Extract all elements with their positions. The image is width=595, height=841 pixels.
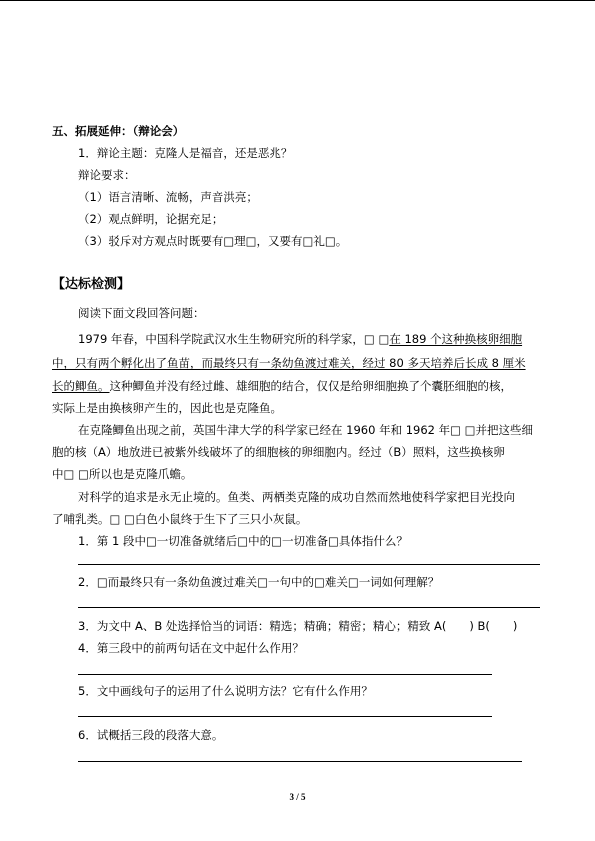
section-heading-extension: 五、拓展延伸：（辩论会） [52,124,185,138]
underlined-sentence-part: 在 189 个这种换核卵细胞 [389,332,523,346]
passage-p2-line1: 在克隆鲫鱼出现之前，英国牛津大学的科学家已经在 1960 年和 1962 年□ □并把这些细 [78,423,534,437]
debate-requirements-title: 辩论要求： [78,168,136,182]
section-heading-check: 【达标检测】 [52,277,131,292]
page-number: 3 / 5 [289,792,306,802]
top-border-line [0,0,595,1]
passage-p1-line2: 中，只有两个孵化出了鱼苗，而最终只有一条幼鱼渡过难关，经过 80 多天培养后长成 8 厘米 [52,356,526,370]
reading-instruction: 阅读下面文段回答问题： [78,306,205,320]
requirement-1: （1）语言清晰、流畅，声音洪亮； [78,190,258,204]
requirement-2: （2）观点鲜明，论据充足； [78,212,224,226]
passage-p3-line1: 对科学的追求是永无止境的。鱼类、两栖类克隆的成功自然而然地使科学家把目光投向 [78,490,515,504]
answer-line-2[interactable] [78,607,540,608]
underlined-sentence-end: 长的鲫鱼。 [52,379,110,393]
passage-p1-line3: 长的鲫鱼。这种鲫鱼并没有经过雌、雄细胞的结合，仅仅是给卵细胞换了个囊胚细胞的核， [52,379,512,393]
question-6: 6．试概括三段的段落大意。 [78,728,224,742]
question-3: 3．为文中 A、B 处选择恰当的词语：精选；精确；精密；精心；精致 A( ) B( ) [78,619,518,633]
passage-p3-line2: 了哺乳类。□ □白色小鼠终于生下了三只小灰鼠。 [52,512,308,526]
question-4: 4．第三段中的前两句话在文中起什么作用？ [78,641,304,655]
answer-line-4[interactable] [78,674,492,675]
debate-topic: 1．辩论主题：克隆人是福音，还是恶兆？ [78,146,293,160]
answer-line-5[interactable] [78,716,492,717]
passage-p1-line1: 1979 年春，中国科学院武汉水生生物研究所的科学家，□ □在 189 个这种换核卵细胞 [78,332,523,346]
passage-p2-line2: 胞的核（A）地放进已被紫外线破坏了的细胞核的卵细胞内。经过（B）照料，这些换核卵 [52,445,505,459]
passage-p1-line4: 实际上是由换核卵产生的，因此也是克隆鱼。 [52,401,282,415]
question-2: 2．□而最终只有一条幼鱼渡过难关□一句中的□难关□一词如何理解？ [78,575,440,589]
passage-p2-line3: 中□ □所以也是克隆爪蟾。 [52,467,193,481]
question-1: 1．第 1 段中□一切准备就绪后□中的□一切准备□具体指什么？ [78,534,408,548]
question-5: 5．文中画线句子的运用了什么说明方法？它有什么作用？ [78,684,373,698]
requirement-3: （3）驳斥对方观点时既要有□理□，又要有□礼□。 [78,234,348,248]
answer-line-1[interactable] [78,564,540,565]
answer-line-6[interactable] [78,761,522,762]
